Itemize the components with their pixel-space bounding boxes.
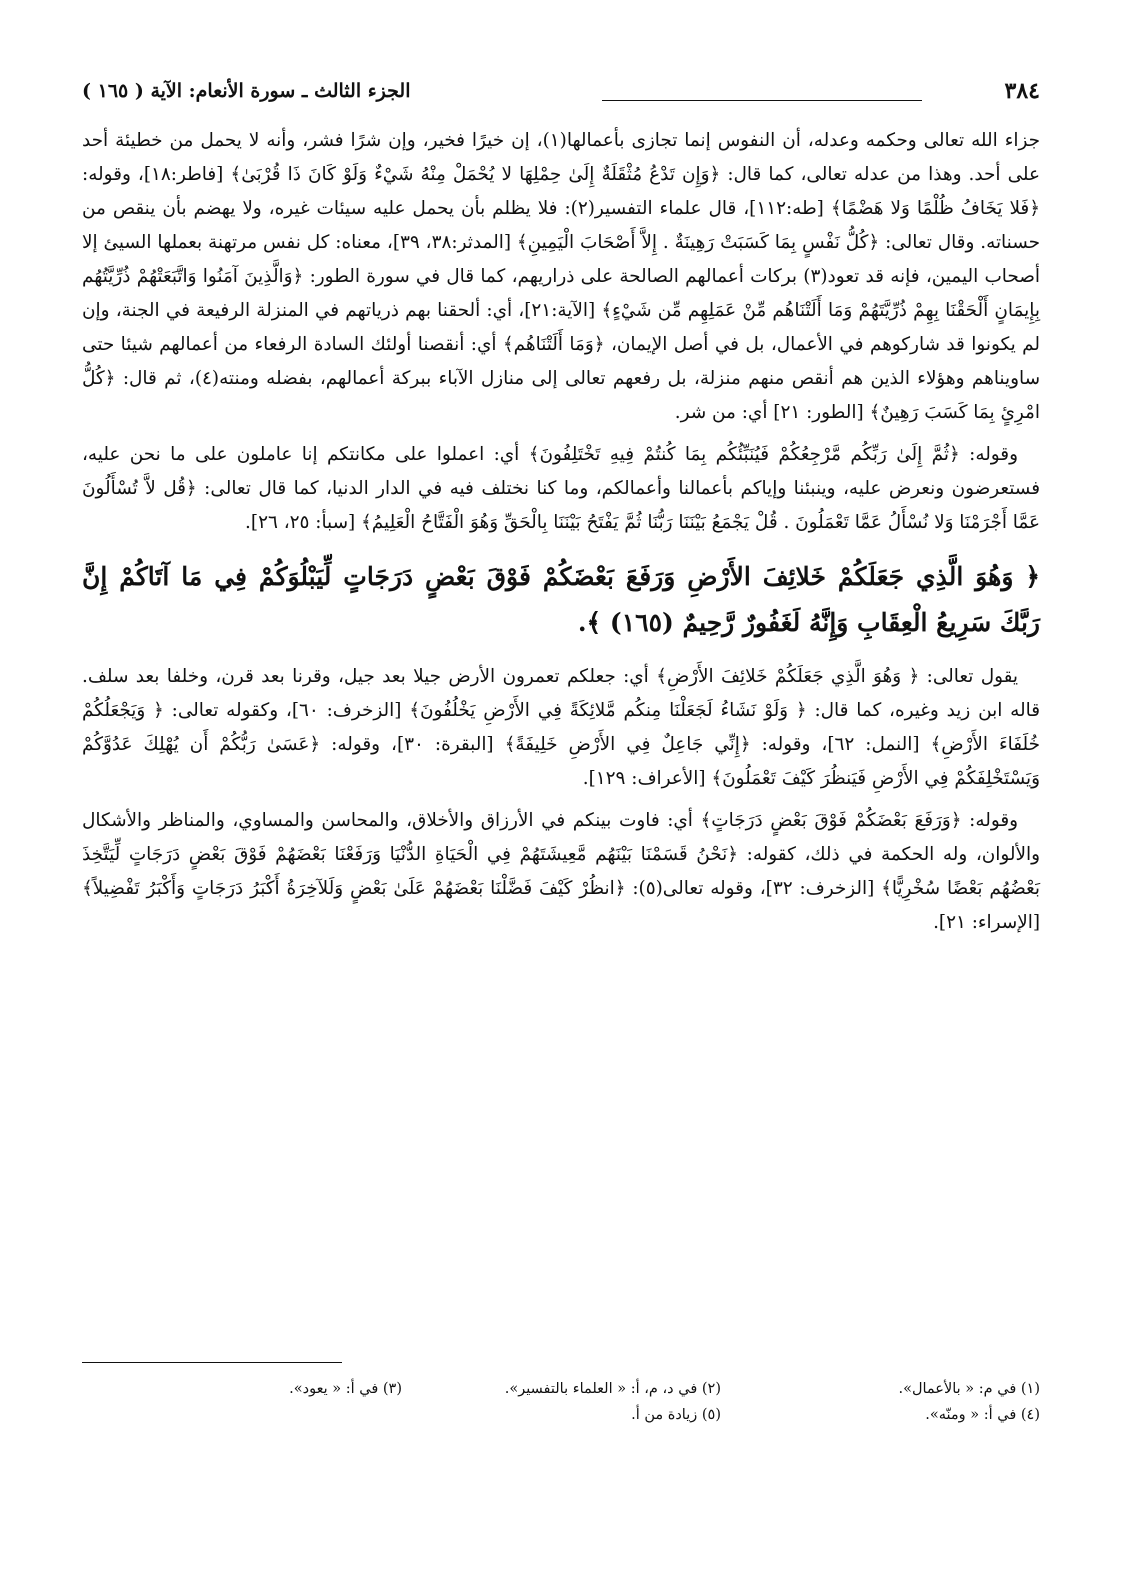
paragraph-1: جزاء الله تعالى وحكمه وعدله، أن النفوس إنما تجازى بأعمالها(١)، إن خيرًا فخير، وإن شرًا فشر، وأنه لا يحمل من خطيئة أحد على أحد. وهذا من عدله تعالى، كما قال: ﴿وَإِن تَدْعُ مُثْقَلَةٌ إِلَىٰ حِمْلِهَا لا يُحْمَلْ مِنْهُ شَيْءٌ وَلَوْ كَانَ ذَا قُرْبَىٰ﴾ [فاطر:١٨]، وقوله: ﴿فَلا يَخَافُ ظُلْمًا وَلا هَضْمًا﴾ [طه:١١٢]، قال علماء التفسير(٢): فلا يظلم بأن يحمل عليه سيئات غيره، ولا يهضم بأن ينقص من حسناته. وقال تعالى: ﴿كُلُّ نَفْسٍ بِمَا كَسَبَتْ رَهِينَةٌ . إِلاَّ أَصْحَابَ الْيَمِينِ﴾ [المدثر:٣٨، ٣٩]، معناه: كل نفس مرتهنة بعملها السيئ إلا أصحاب اليمين، فإنه قد تعود(٣) بركات أعمالهم الصالحة على ذراريهم، كما قال في سورة الطور: ﴿وَالَّذِينَ آمَنُوا وَاتَّبَعَتْهُمْ ذُرِّيَّتُهُم بِإِيمَانٍ أَلْحَقْنَا بِهِمْ ذُرِّيَّتَهُمْ وَمَا أَلَتْنَاهُم مِّنْ عَمَلِهِم مِّن شَيْءٍ﴾ [الآية:٢١]، أي: ألحقنا بهم ذرياتهم في المنزلة الرفيعة في الجنة، وإن لم يكونوا قد شاركوهم في الأعمال، بل في أصل الإيمان، ﴿وَمَا أَلَتْنَاهُم﴾ أي: أنقصنا أولئك السادة الرفعاء من أعمالهم شيئا حتى ساويناهم وهؤلاء الذين هم أنقص منهم منزلة، بل رفعهم تعالى إلى منازل الآباء ببركة أعمالهم، بفضله ومنته(٤)، ثم قال: ﴿كُلُّ امْرِئٍ بِمَا كَسَبَ رَهِينٌ﴾ [الطور: ٢١] أي: من شر. — [82, 130, 1041, 423]
footnote-4: (٤) في أ: « ومنّه». — [925, 1407, 1040, 1423]
footnote-row-1 — [82, 1376, 1040, 1402]
paragraph-2: وقوله: ﴿ثُمَّ إِلَىٰ رَبِّكُم مَّرْجِعُكُمْ فَيُنَبِّئُكُم بِمَا كُنتُمْ فِيهِ تَخْتَلِفُونَ﴾ أي: اعملوا على مكانتكم إنا عاملون على ما نحن عليه، فستعرضون ونعرض عليه، وينبئنا وإياكم بأعمالنا وأعمالكم، وما كنا نختلف فيه في الدار الدنيا، كما قال تعالى: ﴿قُل لاَّ تُسْأَلُونَ عَمَّا أَجْرَمْنَا وَلا نُسْأَلُ عَمَّا تَعْمَلُونَ . قُلْ يَجْمَعُ بَيْنَنَا رَبُّنَا ثُمَّ يَفْتَحُ بَيْنَنَا بِالْحَقِّ وَهُوَ الْفَتَّاحُ الْعَلِيمُ﴾ [سبأ: ٢٥، ٢٦]. — [82, 444, 1040, 533]
footnote-row-2 — [82, 1402, 1040, 1428]
main-text — [82, 124, 1040, 948]
quran-verse-165: ﴿ وَهُوَ الَّذِي جَعَلَكُمْ خَلائِفَ الأَرْضِ وَرَفَعَ بَعْضَكُمْ فَوْقَ بَعْضٍ دَرَجَاتٍ لِّيَبْلُوَكُمْ فِي مَا آتَاكُمْ إِنَّ رَبَّكَ سَرِيعُ الْعِقَابِ وَإِنَّهُ لَغَفُورٌ رَّحِيمٌ (١٦٥) ﴾. — [82, 562, 1040, 637]
footnote-rule — [82, 1362, 342, 1363]
footnote-5: (٥) زيادة من أ. — [631, 1407, 721, 1423]
running-header — [82, 80, 1040, 116]
footnote-3: (٣) في أ: « يعود». — [289, 1381, 402, 1397]
paragraph-4: وقوله: ﴿وَرَفَعَ بَعْضَكُمْ فَوْقَ بَعْضٍ دَرَجَاتٍ﴾ أي: فاوت بينكم في الأرزاق والأخلاق، والمحاسن والمساوي، والمناظر والأشكال والألوان، وله الحكمة في ذلك، كقوله: ﴿نَحْنُ قَسَمْنَا بَيْنَهُم مَّعِيشَتَهُمْ فِي الْحَيَاةِ الدُّنْيَا وَرَفَعْنَا بَعْضَهُمْ فَوْقَ بَعْضٍ دَرَجَاتٍ لِّيَتَّخِذَ بَعْضُهُم بَعْضًا سُخْرِيًّا﴾ [الزخرف: ٣٢]، وقوله تعالى(٥): ﴿انظُرْ كَيْفَ فَضَّلْنَا بَعْضَهُمْ عَلَىٰ بَعْضٍ وَلَلآخِرَةُ أَكْبَرُ دَرَجَاتٍ وَأَكْبَرُ تَفْضِيلاً﴾ [الإسراء: ٢١]. — [82, 810, 1041, 933]
header-rule — [602, 100, 922, 101]
footnote-2: (٢) في د، م، أ: « العلماء بالتفسير». — [504, 1381, 721, 1397]
footnotes — [82, 1376, 1040, 1428]
footnote-1: (١) في م: « بالأعمال». — [898, 1381, 1040, 1397]
paragraph-3: يقول تعالى: ﴿ وَهُوَ الَّذِي جَعَلَكُمْ خَلائِفَ الأَرْضِ﴾ أي: جعلكم تعمرون الأرض جيلا بعد جيل، وقرنا بعد قرن، وخلفا بعد سلف. قاله ابن زيد وغيره، كما قال: ﴿ وَلَوْ نَشَاءُ لَجَعَلْنَا مِنكُم مَّلائِكَةً فِي الأَرْضِ يَخْلُفُونَ﴾ [الزخرف: ٦٠]، وكقوله تعالى: ﴿ وَيَجْعَلُكُمْ خُلَفَاءَ الأَرْضِ﴾ [النمل: ٦٢]، وقوله: ﴿إِنِّي جَاعِلٌ فِي الأَرْضِ خَلِيفَةً﴾ [البقرة: ٣٠]، وقوله: ﴿عَسَىٰ رَبُّكُمْ أَن يُهْلِكَ عَدُوَّكُمْ وَيَسْتَخْلِفَكُمْ فِي الأَرْضِ فَيَنظُرَ كَيْفَ تَعْمَلُونَ﴾ [الأعراف: ١٢٩]. — [82, 666, 1040, 789]
running-title: الجزء الثالث ـ سورة الأنعام: الآية ( ١٦٥ ) — [82, 80, 411, 102]
page-number: ٣٨٤ — [1004, 78, 1040, 104]
